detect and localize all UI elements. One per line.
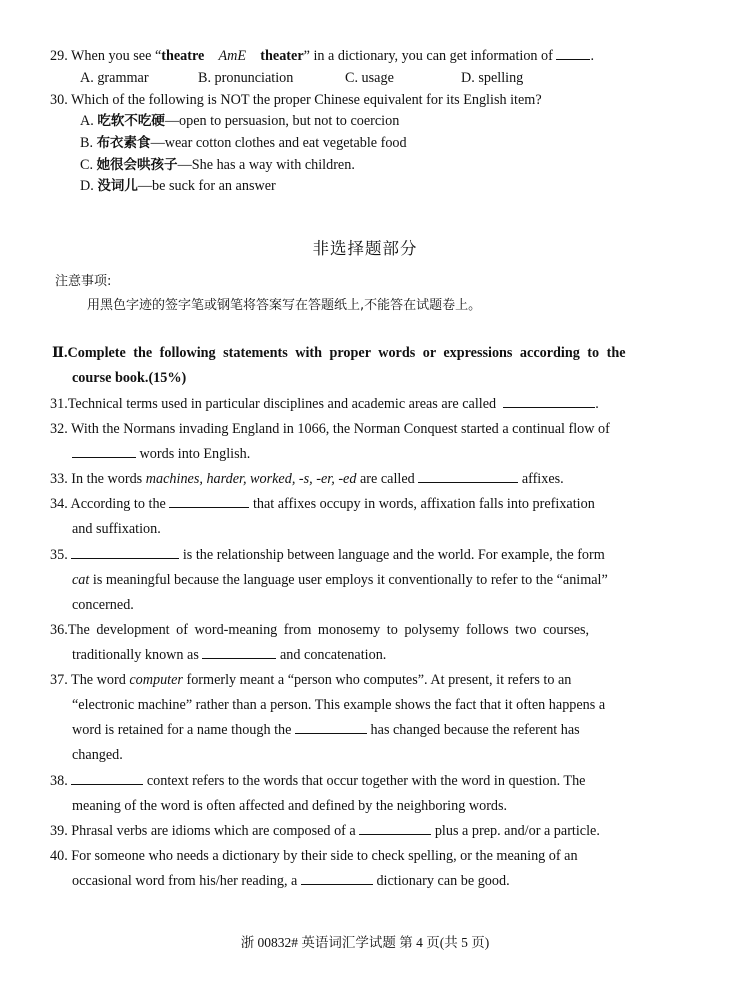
option-chinese: 吃软不吃硬 <box>97 113 165 129</box>
question-number: 29. <box>50 48 68 64</box>
q37-italic-computer: computer <box>129 672 183 688</box>
question-29 <box>50 47 594 65</box>
question-37 <box>50 671 571 689</box>
q29-term-theater: theater <box>260 48 304 64</box>
q39-text-pre: Phrasal verbs are idioms which are composed of a <box>71 823 356 839</box>
q36-line2-pre: traditionally known as <box>72 647 199 663</box>
q31-period: . <box>595 396 599 412</box>
q37-text-pre: The word <box>71 672 130 688</box>
answer-blank[interactable] <box>202 646 276 659</box>
q37-line3-pre: word is retained for a name though the <box>72 722 292 738</box>
section-title: 非选择题部分 <box>312 239 418 258</box>
question-number: 31. <box>50 396 68 412</box>
q29-term-theatre: theatre <box>161 48 205 64</box>
page-footer: 浙 00832# 英语词汇学试题 第 4 页(共 5 页) <box>240 935 490 950</box>
q30-option-a[interactable] <box>80 112 399 130</box>
answer-blank[interactable] <box>301 872 373 885</box>
question-number: 40. <box>50 848 68 864</box>
answer-blank[interactable] <box>418 470 518 483</box>
q29-term-ame: AmE <box>218 48 247 64</box>
option-english: —open to persuasion, but not to coercion <box>164 113 400 129</box>
question-36 <box>50 621 589 639</box>
answer-blank[interactable] <box>556 47 590 60</box>
part2-heading <box>52 344 626 362</box>
option-chinese: 她很会哄孩子 <box>96 157 178 173</box>
q37-text-post: formerly meant a “person who computes”. At present, it refers to an <box>182 672 572 688</box>
question-32-line2 <box>72 445 250 463</box>
q31-text: Technical terms used in particular disciplines and academic areas are called <box>67 396 497 412</box>
notes-body: 用黑色字迹的签字笔或钢笔将答案写在答题纸上,不能答在试题卷上。 <box>87 298 482 313</box>
part2-instruction-line2: course book.(15%) <box>72 370 187 386</box>
q33-italic-words: machines, harder, worked, -s, -er, -ed <box>145 471 357 487</box>
answer-blank[interactable] <box>169 495 249 508</box>
option-chinese: 布衣素食 <box>96 135 151 151</box>
question-39 <box>50 822 600 840</box>
answer-blank[interactable] <box>71 772 143 785</box>
q29-period: . <box>590 48 594 64</box>
q29-option-b[interactable]: B. pronunciation <box>198 70 294 86</box>
question-number: 39. <box>50 823 68 839</box>
question-number: 32. <box>50 421 68 437</box>
q29-option-a[interactable]: A. grammar <box>80 70 149 86</box>
question-number: 30. <box>50 92 68 108</box>
q32-line2: words into English. <box>139 446 251 462</box>
option-label: C. <box>80 157 94 173</box>
answer-blank[interactable] <box>503 395 595 408</box>
q36-line1: The development of word-meaning from monosemy to polysemy follows two courses, <box>67 622 590 638</box>
q35-text-post: is the relationship between language and the world. For example, the form <box>182 547 605 563</box>
question-31 <box>50 395 599 413</box>
q37-line4: changed. <box>72 747 123 763</box>
question-35 <box>50 546 605 564</box>
answer-blank[interactable] <box>71 546 179 559</box>
answer-blank[interactable] <box>72 445 136 458</box>
q38-line2: meaning of the word is often affected and defined by the neighboring words. <box>72 798 508 814</box>
option-english: —wear cotton clothes and eat vegetable food <box>150 135 407 151</box>
question-34 <box>50 495 595 513</box>
q38-text-post: context refers to the words that occur together with the word in question. The <box>146 773 586 789</box>
question-number: 35. <box>50 547 68 563</box>
q33-text-end: affixes. <box>521 471 564 487</box>
option-label: A. <box>80 113 94 129</box>
q29-option-c[interactable]: C. usage <box>345 70 394 86</box>
question-38 <box>50 772 585 790</box>
question-number: 34. <box>50 496 68 512</box>
question-number: 33. <box>50 471 68 487</box>
q30-option-c[interactable] <box>80 156 355 174</box>
question-30 <box>50 91 542 109</box>
q40-line2-pre: occasional word from his/her reading, a <box>72 873 298 889</box>
option-chinese: 没词儿 <box>97 178 138 194</box>
q32-line1: With the Normans invading England in 1066, the Norman Conquest started a continual flow of <box>71 421 610 437</box>
q36-line2 <box>72 646 386 664</box>
answer-blank[interactable] <box>359 822 431 835</box>
q30-option-d[interactable] <box>80 177 276 195</box>
question-33 <box>50 470 564 488</box>
q40-line1: For someone who needs a dictionary by their side to check spelling, or the meaning of an <box>71 848 578 864</box>
question-number: 38. <box>50 773 68 789</box>
q37-line3-post: has changed because the referent has <box>370 722 580 738</box>
q35-line2-text: is meaningful because the language user employs it conventionally to refer to the “animal” <box>89 572 608 588</box>
q29-text-post: ” in a dictionary, you can get information of <box>303 48 553 64</box>
option-label: B. <box>80 135 94 151</box>
q37-line3 <box>72 721 580 739</box>
option-english: —She has a way with children. <box>177 157 355 173</box>
q39-text-post: plus a prep. and/or a particle. <box>434 823 600 839</box>
part2-instruction-line1: Complete the following statements with proper words or expressions according to the <box>67 345 626 361</box>
part2-roman-numeral: Ⅱ. <box>52 345 68 361</box>
option-label: D. <box>80 178 94 194</box>
option-english: —be suck for an answer <box>137 178 276 194</box>
question-number: 36. <box>50 622 68 638</box>
q35-line2 <box>72 571 608 589</box>
q34-line2: and suffixation. <box>72 521 161 537</box>
q34-text-post: that affixes occupy in words, affixation falls into prefixation <box>252 496 595 512</box>
q30-text: Which of the following is NOT the proper Chinese equivalent for its English item? <box>71 92 542 108</box>
q37-line2: “electronic machine” rather than a person. This example shows the fact that it often happens a <box>72 697 606 713</box>
question-32 <box>50 420 610 438</box>
notes-heading: 注意事项: <box>55 274 112 289</box>
q40-line2 <box>72 872 510 890</box>
question-number: 37. <box>50 672 68 688</box>
q29-option-d[interactable]: D. spelling <box>461 70 524 86</box>
q35-line3: concerned. <box>72 597 134 613</box>
answer-blank[interactable] <box>295 721 367 734</box>
q29-text-pre: When you see “ <box>71 48 162 64</box>
q33-text-pre: In the words <box>71 471 146 487</box>
q35-italic-cat: cat <box>72 572 90 588</box>
question-40 <box>50 847 578 865</box>
q40-line2-post: dictionary can be good. <box>376 873 510 889</box>
q34-text-pre: According to the <box>70 496 166 512</box>
q33-text-mid: are called <box>356 471 415 487</box>
q36-line2-post: and concatenation. <box>279 647 387 663</box>
q30-option-b[interactable] <box>80 134 407 152</box>
